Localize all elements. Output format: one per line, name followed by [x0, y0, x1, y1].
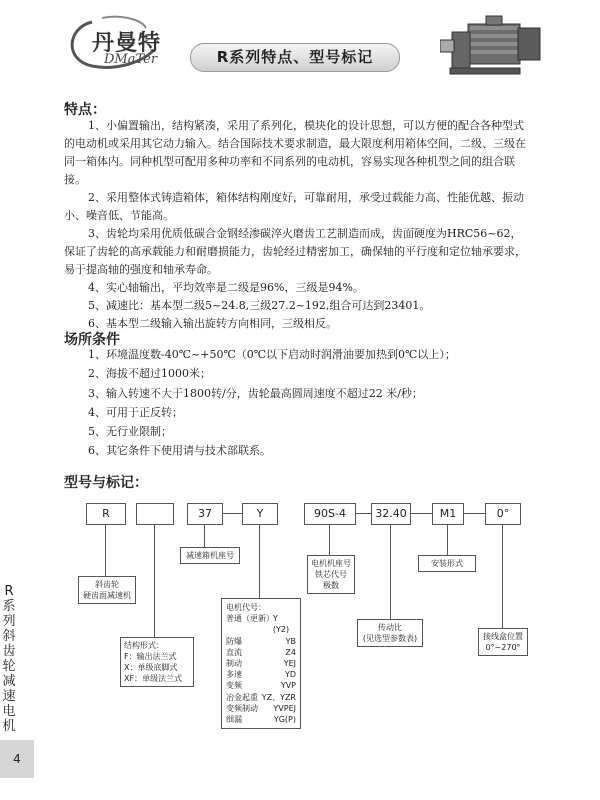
motor-code-row: 直流 Z4 — [226, 647, 296, 657]
label-ratio: 传动比 (见选型参数表) — [357, 619, 423, 647]
box-r: R — [86, 503, 126, 525]
gear-motor-image — [440, 14, 558, 84]
condition-item: 2、海拔不超过1000米； — [88, 367, 211, 381]
label-terminal-box: 接线盒位置 0°~270° — [478, 628, 528, 656]
box-angle: 0° — [485, 503, 521, 525]
motor-code-row: 冶金起重 YZ、YZR — [226, 692, 296, 702]
condition-item: 6、其它条件下使用请与技术部联系。 — [88, 444, 271, 458]
feature-item: 3、齿轮均采用优质低碳合金钢经渗碳淬火磨齿工艺制造而成，齿面硬度为HRC56~62，保证了齿轮的高承载能力和耐磨损能力，齿轮经过精密加工，确保轴的平行度和定位轴承要求，易于提高轴的强度和轴承寿命。 — [64, 227, 526, 276]
conditions-heading: 场所条件 — [64, 332, 120, 348]
connector-line — [204, 525, 205, 547]
feature-item: 4、实心轴输出，平均效率是二级是96%，三级是94%。 — [88, 281, 364, 294]
motor-code-row: 变频 YVP — [226, 681, 296, 691]
condition-item: 5、无行业限制； — [88, 425, 172, 439]
logo-chinese: 丹曼特 — [92, 31, 162, 56]
motor-code-row: 变频制动 YVPEJ — [226, 703, 296, 713]
dash — [463, 513, 485, 514]
feature-item: 5、减速比：基本型二级5~24.8,三级27.2~192,组合可达到23401。 — [88, 299, 431, 312]
box-motor: 90S-4 — [304, 503, 356, 525]
features-heading: 特点： — [64, 102, 106, 118]
label-size: 减速箱机座号 — [180, 547, 240, 564]
motor-code-row: 防爆 YB — [226, 636, 296, 646]
connector-line — [447, 525, 448, 555]
model-heading: 型号与标记： — [64, 475, 148, 491]
dash — [410, 513, 432, 514]
box-ratio: 32.40 — [371, 503, 411, 525]
connector-line — [154, 525, 155, 637]
feature-item: 6、基本型二级输入输出旋转方向相同，三级相反。 — [88, 317, 337, 330]
dash — [222, 513, 242, 514]
dash — [355, 513, 371, 514]
box-motor-code: Y — [242, 503, 278, 525]
label-gear-reducer: 斜齿轮 硬齿面减速机 — [78, 576, 136, 604]
motor-code-row: 多速 YD — [226, 670, 296, 680]
motor-code-title: 电机代号： — [226, 603, 266, 612]
label-structure: 结构形式： F：输出法兰式 X：单级底脚式 XF：单级法兰式 — [120, 637, 194, 687]
motor-code-row: 制动 YEJ — [226, 659, 296, 669]
page-title: R系列特点、型号标记 — [216, 48, 374, 66]
feature-item: 1、小偏置输出，结构紧凑，采用了系列化，模块化的设计思想，可以方便的配合各种型式的电动机或采用其它动力输入。结合国际技术要求制造，最大限度利用箱体空间，二级、三级在同一箱体内。同种机型可配用多种功率和不同系列的电动机，容易实现各种机型之间的组合联接。 — [64, 119, 526, 186]
box-size: 37 — [187, 503, 223, 525]
page-number: 4 — [13, 752, 21, 766]
features-list — [64, 117, 530, 333]
motor-code-row: 普通（更新） Y (Y2) — [226, 614, 290, 635]
label-motor-codes — [221, 598, 301, 729]
side-vertical-title: R 系 列 斜 齿 轮 减 速 电 机 — [2, 584, 16, 734]
conditions-list — [88, 345, 528, 461]
connector-line — [105, 525, 106, 576]
connector-line — [259, 525, 260, 598]
connector-line — [502, 525, 503, 628]
logo-english: DMaTer — [104, 52, 158, 67]
condition-item: 1、环境温度数-40℃~+50℃（0℃以下启动时润滑油要加热到0℃以上）； — [88, 348, 456, 361]
label-motor-frame: 电机机座号 铁芯代号 极数 — [307, 555, 355, 594]
label-install: 安装形式 — [418, 555, 476, 572]
feature-item: 2、采用整体式铸造箱体，箱体结构刚度好，可靠耐用，承受过载能力高、性能优越、振动小、噪音低、节能高。 — [64, 191, 524, 222]
motor-code-row: 细漏 YG(P) — [226, 715, 296, 725]
condition-item: 4、可用于正反转； — [88, 405, 183, 419]
box-structure — [136, 503, 174, 525]
box-mounting: M1 — [432, 503, 464, 525]
connector-line — [390, 525, 391, 619]
connector-line — [329, 525, 330, 555]
condition-item: 3、输入转速不大于1800转/分，齿轮最高圆周速度不超过22 米/秒； — [88, 386, 423, 400]
